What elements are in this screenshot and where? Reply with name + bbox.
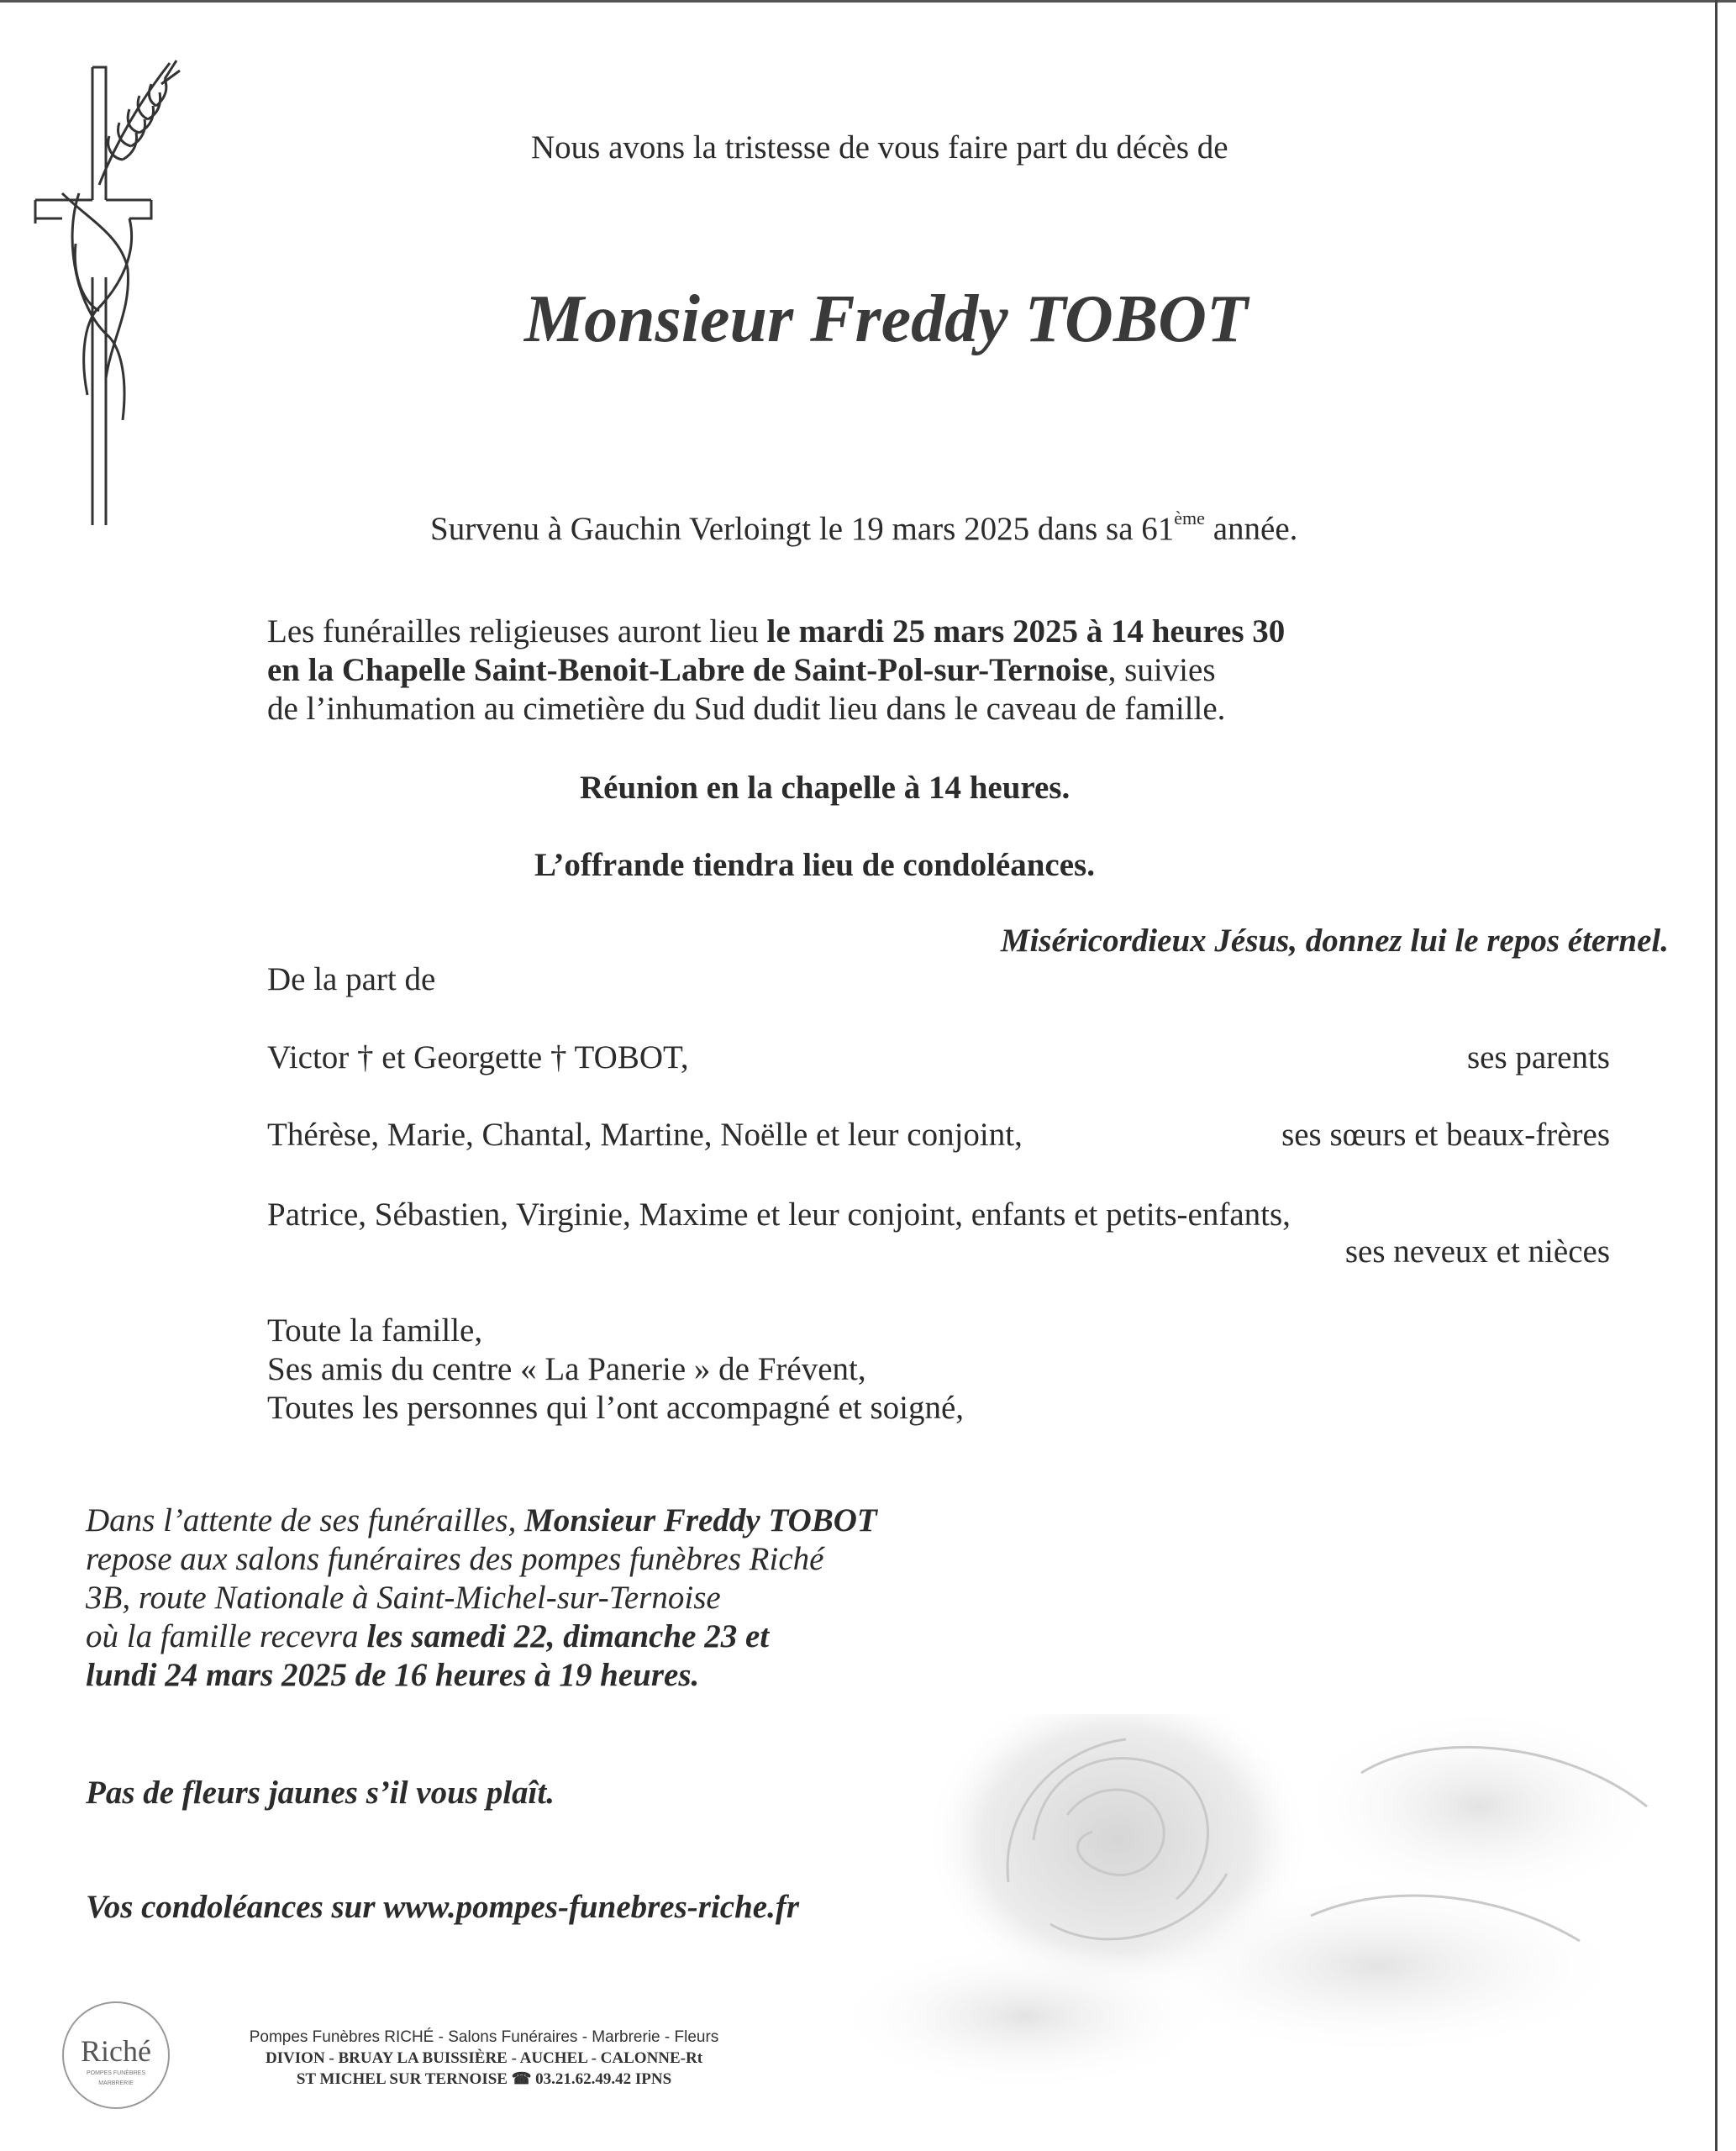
- deceased-name: Monsieur Freddy TOBOT: [524, 282, 1248, 356]
- others-line-3: Toutes les personnes qui l’ont accompagné et soigné,: [267, 1390, 965, 1426]
- scan-right-edge: [1715, 0, 1718, 2151]
- no-flowers-text: Pas de fleurs jaunes s’il vous plaît.: [86, 1775, 555, 1811]
- family-names-siblings: Thérèse, Marie, Chantal, Martine, Noëlle et leur conjoint,: [267, 1117, 1023, 1153]
- others-line-1: Toute la famille,: [267, 1312, 483, 1349]
- logo-sub: MARBRERIE: [98, 2080, 134, 2086]
- family-names-parents: Victor † et Georgette † TOBOT,: [267, 1039, 689, 1076]
- phone-icon: ☎: [511, 2070, 532, 2088]
- de-la-part-label: De la part de: [267, 961, 436, 997]
- footer-line-3: ST MICHEL SUR TERNOISE ☎ 03.21.62.49.42 IPNS: [296, 2070, 672, 2088]
- scan-top-edge: [0, 0, 1736, 3]
- funeral-line-3: de l’inhumation au cimetière du Sud dudit lieu dans le caveau de famille.: [267, 691, 1226, 727]
- family-names-nephews: Patrice, Sébastien, Virginie, Maxime et leur conjoint, enfants et petits-enfants,: [267, 1196, 1291, 1233]
- family-relation-nephews: ses neveux et nièces: [1344, 1233, 1610, 1270]
- logo-tagline: POMPES FUNÈBRES: [86, 2070, 145, 2076]
- family-relation-siblings: ses sœurs et beaux-frères: [1281, 1117, 1610, 1153]
- attente-line-5: lundi 24 mars 2025 de 16 heures à 19 heures.: [86, 1657, 700, 1693]
- footer-phone: 03.21.62.49.42 IPNS: [535, 2070, 672, 2088]
- attente-line-3: 3B, route Nationale à Saint-Michel-sur-Ternoise: [86, 1580, 721, 1616]
- funeral-line-1: Les funérailles religieuses auront lieu le mardi 25 mars 2025 à 14 heures 30: [267, 613, 1286, 650]
- reunion-text: Réunion en la chapelle à 14 heures.: [580, 770, 1071, 806]
- others-line-2: Ses amis du centre « La Panerie » de Frévent,: [267, 1351, 866, 1387]
- family-relation-parents: ses parents: [1466, 1039, 1610, 1076]
- death-line: Survenu à Gauchin Verloingt le 19 mars 2025 dans sa 61ème année.: [430, 508, 1298, 547]
- riche-logo: [62, 2001, 170, 2109]
- attente-line-2: repose aux salons funéraires des pompes funèbres Riché: [86, 1541, 824, 1577]
- footer-line-2: DIVION - BRUAY LA BUISSIÈRE - AUCHEL - CALONNE-Rt: [265, 2049, 703, 2067]
- rose-decoration-icon: [840, 1714, 1697, 2134]
- offrande-text: L’offrande tiendra lieu de condoléances.: [534, 847, 1095, 883]
- logo-name: Riché: [81, 2034, 151, 2068]
- funeral-line-2: en la Chapelle Saint-Benoit-Labre de Saint-Pol-sur-Ternoise, suivies: [267, 652, 1216, 688]
- intro-text: Nous avons la tristesse de vous faire part du décès de: [531, 129, 1228, 166]
- cross-wheat-icon: [29, 59, 188, 529]
- prayer-text: Miséricordieux Jésus, donnez lui le repos éternel.: [1000, 923, 1669, 959]
- attente-line-4: où la famille recevra les samedi 22, dimanche 23 et: [86, 1618, 770, 1654]
- condolences-text: Vos condoléances sur www.pompes-funebres-riche.fr: [86, 1889, 800, 1925]
- attente-line-1: Dans l’attente de ses funérailles, Monsieur Freddy TOBOT: [86, 1502, 877, 1538]
- footer-line-1: Pompes Funèbres RICHÉ - Salons Funéraires - Marbrerie - Fleurs: [249, 2028, 719, 2046]
- footer: [190, 2027, 778, 2090]
